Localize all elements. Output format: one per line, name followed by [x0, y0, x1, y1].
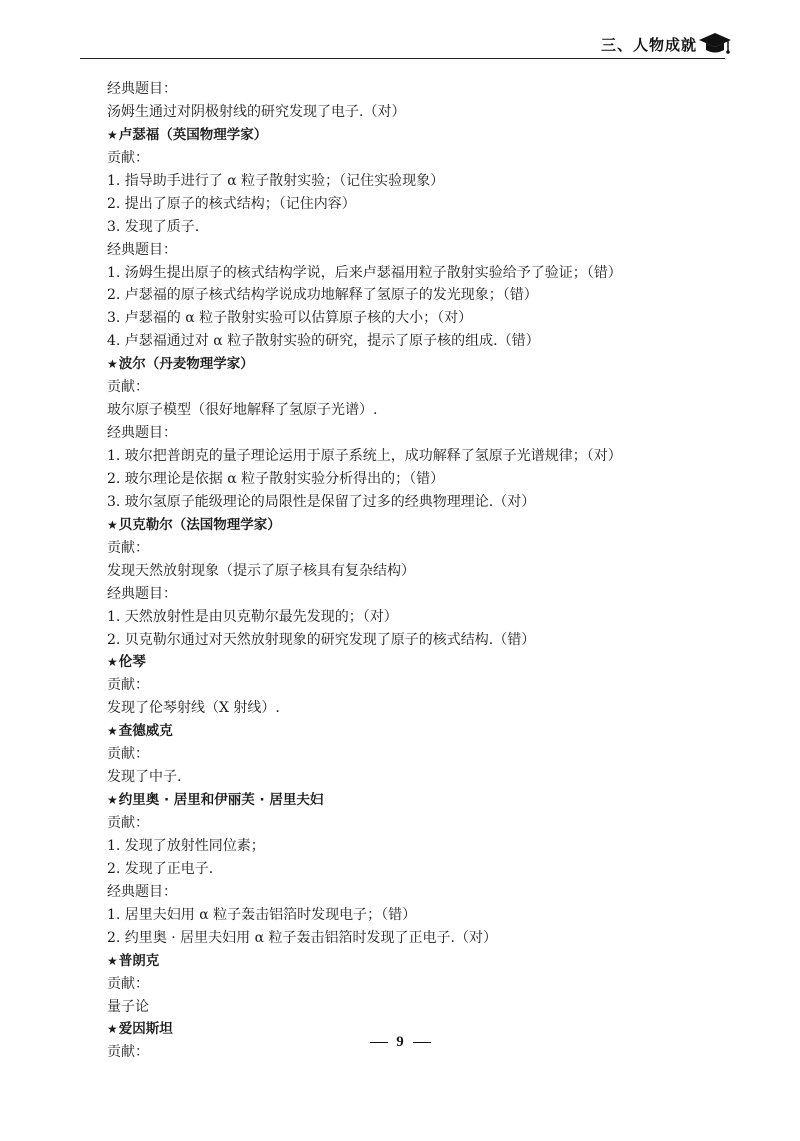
content-line: 2. 卢瑟福的原子核式结构学说成功地解释了氢原子的发光现象；（错） [107, 287, 538, 304]
section-label: 贡献： [107, 975, 149, 992]
person-heading [107, 651, 737, 674]
person-heading [107, 950, 737, 973]
section-label: 贡献： [107, 746, 149, 763]
content-line: 3. 卢瑟福的 α 粒子散射实验可以估算原子核的大小；（对） [107, 310, 473, 327]
footer-dash-left [370, 1042, 388, 1043]
star-icon: ★ [107, 953, 118, 968]
content-line: 1. 发现了放射性同位素； [107, 837, 265, 854]
star-icon: ★ [107, 793, 118, 808]
person-heading [107, 353, 737, 376]
person-name: 爱因斯坦 [118, 1021, 173, 1038]
section-label: 经典题目： [107, 241, 177, 258]
content-line: 量子论 [107, 998, 149, 1015]
person-name: 贝克勒尔（法国物理学家） [118, 516, 281, 533]
person-name: 约里奥 · 居里和伊丽芙 · 居里夫妇 [118, 792, 324, 809]
content-line: 发现天然放射现象（提示了原子核具有复杂结构） [107, 562, 415, 579]
content-line: 2. 玻尔理论是依据 α 粒子散射实验分析得出的；（错） [107, 470, 445, 487]
content-line: 2. 发现了正电子. [107, 860, 214, 877]
section-label: 贡献： [107, 815, 149, 831]
person-name: 波尔（丹麦物理学家） [118, 356, 254, 373]
person-heading [107, 720, 737, 743]
person-heading [107, 124, 737, 147]
content-line: 4. 卢瑟福通过对 α 粒子散射实验的研究，提示了原子核的组成.（错） [107, 333, 540, 350]
content-line: 2. 提出了原子的核式结构；（记住内容） [107, 195, 356, 212]
page-number: 9 [396, 1034, 404, 1050]
content-line: 发现了伦琴射线（X 射线）. [107, 700, 280, 717]
page-footer [0, 1034, 800, 1051]
content-line: 玻尔原子模型（很好地解释了氢原子光谱）. [107, 402, 378, 419]
footer-dash-right [413, 1042, 431, 1043]
star-icon: ★ [107, 517, 118, 532]
section-label: 贡献： [107, 1044, 149, 1061]
content-line: 汤姆生通过对阴极射线的研究发现了电子.（对） [107, 103, 406, 120]
page-content [107, 78, 737, 1064]
person-name: 普朗克 [118, 952, 160, 969]
section-label: 贡献： [107, 149, 149, 166]
graduation-cap-icon [697, 30, 733, 56]
star-icon: ★ [107, 655, 118, 670]
content-line: 1. 玻尔把普朗克的量子理论运用于原子系统上，成功解释了氢原子光谱规律；（对） [107, 448, 622, 464]
person-heading [107, 514, 737, 537]
star-icon: ★ [107, 127, 118, 142]
content-line: 1. 指导助手进行了 α 粒子散射实验；（记住实验现象） [107, 172, 445, 189]
section-label: 经典题目： [107, 883, 177, 900]
content-line: 3. 发现了质子. [107, 218, 200, 235]
section-label: 贡献： [107, 677, 149, 694]
section-label: 贡献： [107, 539, 149, 556]
star-icon: ★ [107, 724, 118, 739]
header-title: 三、人物成就 [600, 36, 697, 54]
running-header [70, 30, 735, 60]
content-line: 2. 约里奥 · 居里夫妇用 α 粒子轰击铝箔时发现了正电子.（对） [107, 929, 497, 946]
person-heading [107, 789, 737, 812]
section-label: 经典题目： [107, 425, 177, 442]
person-name: 伦琴 [118, 654, 146, 671]
content-line: 2. 贝克勒尔通过对天然放射现象的研究发现了原子的核式结构.（错） [107, 631, 536, 648]
section-label: 贡献： [107, 379, 149, 396]
content-line: 1. 居里夫妇用 α 粒子轰击铝箔时发现电子；（错） [107, 906, 417, 923]
star-icon: ★ [107, 1022, 118, 1037]
star-icon: ★ [107, 357, 118, 372]
section-label: 经典题目： [107, 81, 177, 97]
person-name: 卢瑟福（英国物理学家） [118, 126, 268, 143]
content-line: 1. 天然放射性是由贝克勒尔最先发现的；（对） [107, 608, 398, 625]
person-name: 查德威克 [118, 723, 173, 740]
content-line: 发现了中子. [107, 769, 182, 786]
content-line: 3. 玻尔氢原子能级理论的局限性是保留了过多的经典物理理论.（对） [107, 493, 536, 510]
section-label: 经典题目： [107, 585, 177, 602]
header-rule [80, 58, 725, 59]
content-line: 1. 汤姆生提出原子的核式结构学说，后来卢瑟福用粒子散射实验给予了验证；（错） [107, 264, 622, 281]
